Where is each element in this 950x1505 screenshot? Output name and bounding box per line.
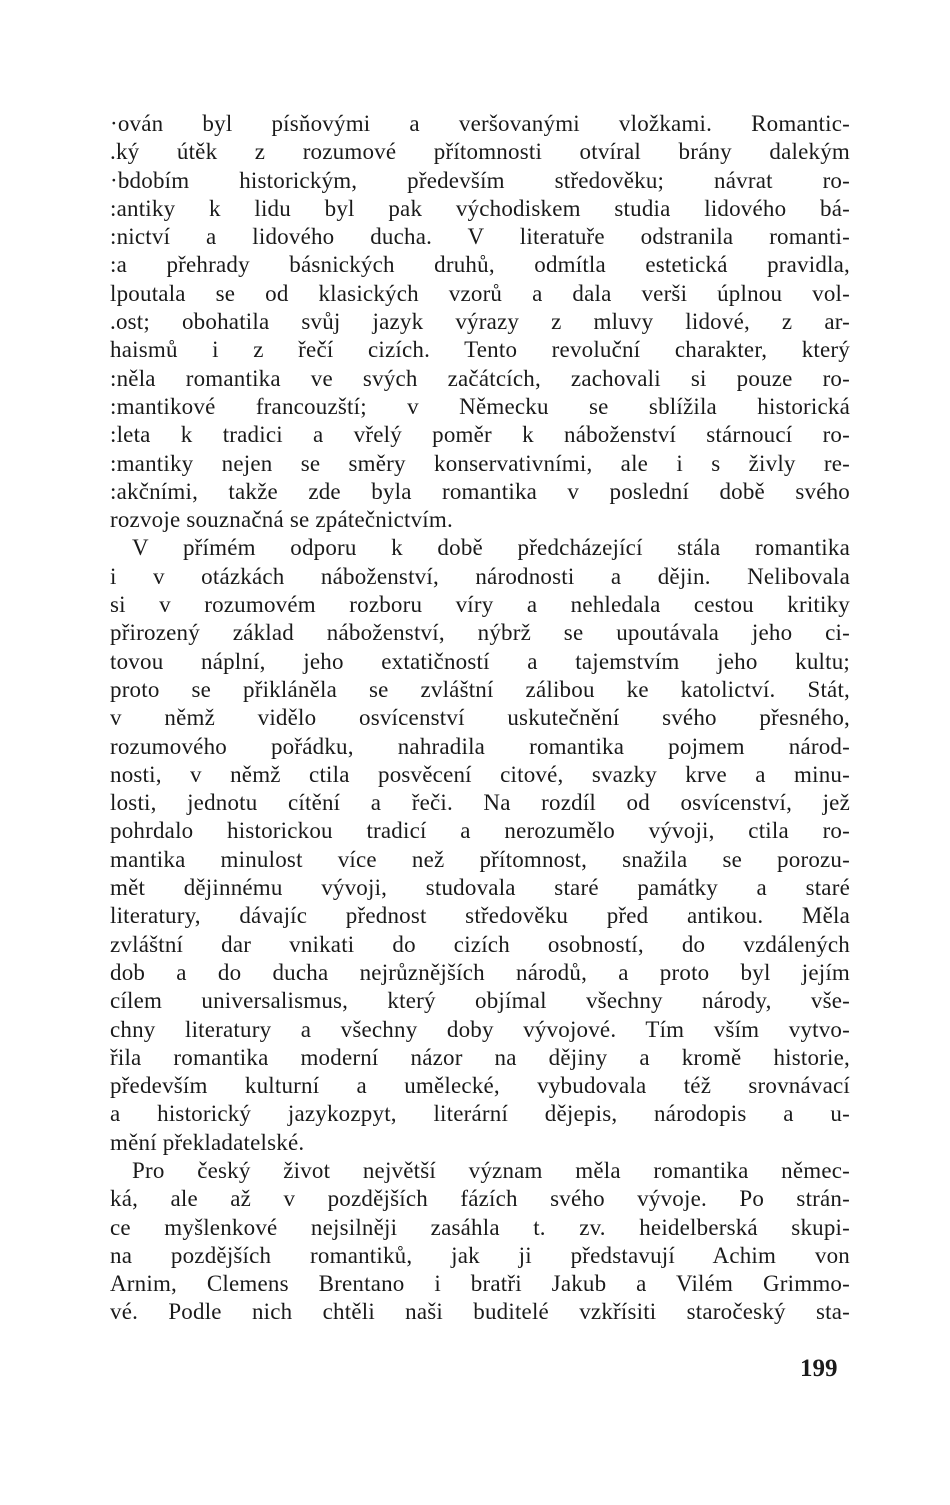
text-line: a historický jazykozpyt, literární dějepis, národopis a u- [110, 1101, 850, 1127]
text-line: lpoutala se od klasických vzorů a dala verši úplnou vol- [110, 280, 850, 306]
text-line: především kulturní a umělecké, vybudovala též srovnávací [110, 1073, 850, 1099]
text-line: rozumového pořádku, nahradila romantika pojmem národ- [110, 733, 850, 759]
text-line: řila romantika moderní názor na dějiny a kromě historie, [110, 1044, 850, 1070]
text-line: tovou náplní, jeho extatičností a tajemstvím jeho kultu; [110, 648, 850, 674]
page-number: 199 [800, 1355, 838, 1382]
text-line: ká, ale až v pozdějších fázích svého vývoje. Po strán- [110, 1186, 850, 1212]
text-line: chny literatury a všechny doby vývojové. Tím vším vytvo- [110, 1016, 850, 1042]
text-line: proto se přikláněla se zvláštní zálibou ke katolictví. Stát, [110, 676, 850, 702]
text-line: .ký útěk z rozumové přítomnosti otvíral brány dalekým [110, 139, 850, 165]
text-line: ·bdobím historickým, především středověku; návrat ro- [110, 167, 850, 193]
text-line: :něla romantika ve svých začátcích, zachovali si pouze ro- [110, 365, 850, 391]
text-line: vé. Podle nich chtěli naši buditelé vzkřísiti staročeský sta- [110, 1299, 850, 1325]
text-line: Pro český život největší význam měla romantika němec- [132, 1157, 850, 1183]
text-line: v němž vidělo osvícenství uskutečnění svého přesného, [110, 705, 850, 731]
text-line: na pozdějších romantiků, jak ji představují Achim von [110, 1242, 850, 1268]
text-line: cílem universalismus, který objímal všechny národy, vše- [110, 988, 850, 1014]
text-line: :mantikové francouzští; v Německu se sblížila historická [110, 393, 850, 419]
paragraph-1 [110, 110, 850, 534]
body-text [110, 110, 850, 1327]
text-line: :nictví a lidového ducha. V literatuře odstranila romanti- [110, 224, 850, 250]
text-line: zvláštní dar vnikati do cizích osobností, do vzdálených [110, 931, 850, 957]
text-line: dob a do ducha nejrůznějších národů, a proto byl jejím [110, 959, 850, 985]
text-line: :a přehrady básnických druhů, odmítla estetická pravidla, [110, 252, 850, 278]
text-line: V přímém odporu k době předcházející stála romantika [132, 535, 850, 561]
paragraph-3 [110, 1157, 850, 1327]
text-line: pohrdalo historickou tradicí a nerozumělo vývoji, ctila ro- [110, 818, 850, 844]
text-line: rozvoje souznačná se zpátečnictvím. [110, 507, 453, 533]
text-line: :mantiky nejen se směry konservativními, ale i s živly re- [110, 450, 850, 476]
text-line: mění překladatelské. [110, 1129, 305, 1155]
text-line: :antiky k lidu byl pak východiskem studia lidového bá- [110, 195, 850, 221]
text-line: :leta k tradici a vřelý poměr k náboženství stárnoucí ro- [110, 422, 850, 448]
text-line: i v otázkách náboženství, národnosti a dějin. Nelibovala [110, 563, 850, 589]
text-line: haismů i z řečí cizích. Tento revoluční charakter, který [110, 337, 850, 363]
text-line: mět dějinnému vývoji, studovala staré památky a staré [110, 875, 850, 901]
text-line: :akčními, takže zde byla romantika v poslední době svého [110, 478, 850, 504]
text-line: přirozený základ náboženství, nýbrž se upoutávala jeho ci- [110, 620, 850, 646]
text-line: nosti, v němž ctila posvěcení citové, svazky krve a minu- [110, 761, 850, 787]
paragraph-2 [110, 534, 850, 1157]
text-line: si v rozumovém rozboru víry a nehledala cestou kritiky [110, 592, 850, 618]
text-line: mantika minulost více než přítomnost, snažila se porozu- [110, 846, 850, 872]
text-line: Arnim, Clemens Brentano i bratři Jakub a Vilém Grimmo- [110, 1271, 850, 1297]
text-line: ·ován byl písňovými a veršovanými vložkami. Romantic- [110, 111, 850, 136]
text-line: ce myšlenkové nejsilněji zasáhla t. zv. heidelberská skupi- [110, 1214, 850, 1240]
text-line: losti, jednotu cítění a řeči. Na rozdíl od osvícenství, jež [110, 790, 850, 816]
text-line: literatury, dávajíc přednost středověku před antikou. Měla [110, 903, 850, 929]
text-line: .ost; obohatila svůj jazyk výrazy z mluvy lidové, z ar- [110, 309, 850, 335]
